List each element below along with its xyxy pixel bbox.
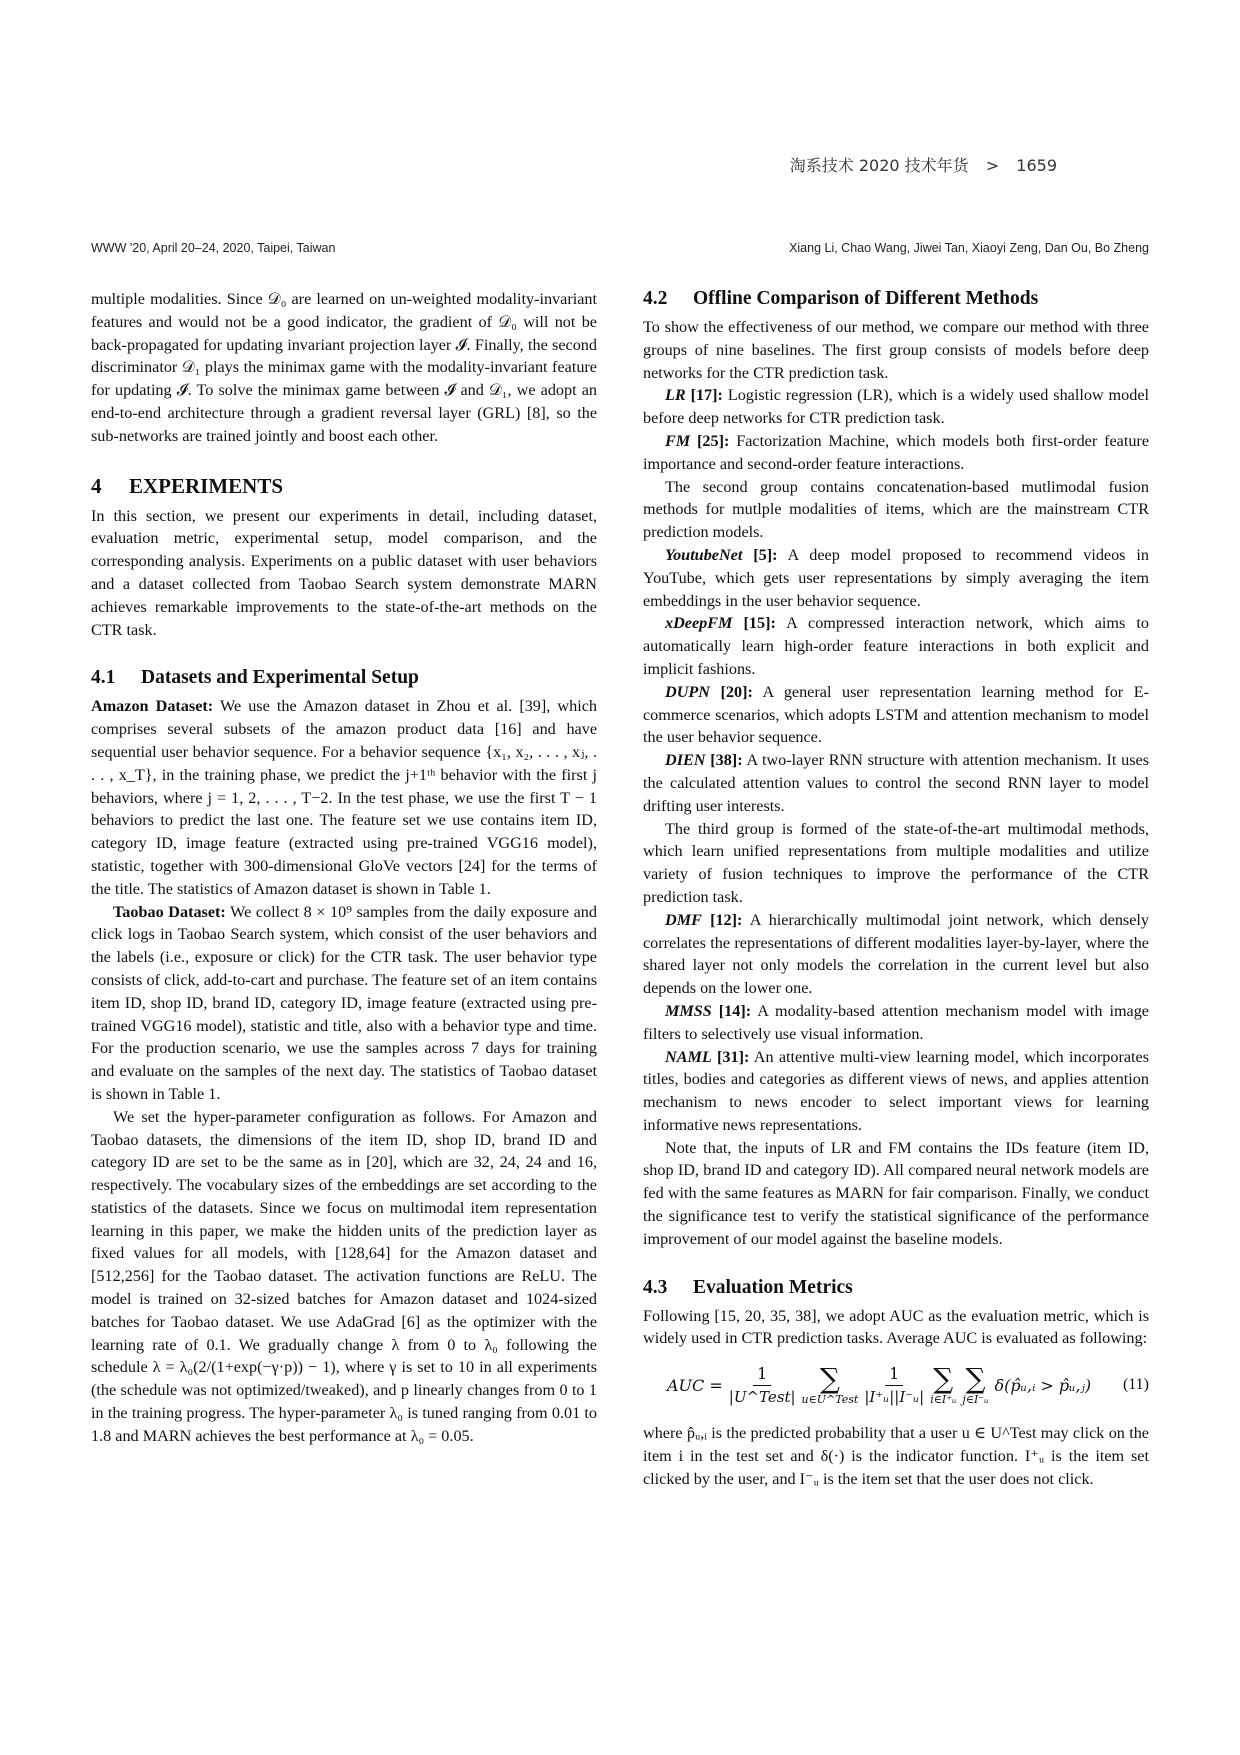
taobao-paragraph: [91, 901, 597, 1106]
baseline-xdeepfm: [643, 612, 1149, 680]
paragraph-lead: Amazon Dataset:: [91, 697, 214, 716]
amazon-paragraph: [91, 695, 597, 900]
baseline-naml: [643, 1046, 1149, 1137]
baseline-name: LR: [665, 386, 686, 405]
baseline-name: DUPN: [665, 682, 710, 701]
baseline-youtubenet: [643, 544, 1149, 612]
baseline-name: NAML: [665, 1047, 712, 1066]
section-4-3-heading: [643, 1277, 1149, 1299]
equation-lhs: AUC =: [667, 1375, 723, 1395]
running-head-authors: Xiang Li, Chao Wang, Jiwei Tan, Xiaoyi Zeng, Dan Ou, Bo Zheng: [789, 241, 1149, 255]
fraction: [729, 1364, 796, 1406]
summation-index: j∈I⁻ᵤ: [962, 1392, 989, 1406]
fraction-numerator: 1: [885, 1364, 903, 1386]
summation: [962, 1361, 989, 1406]
fraction-denominator: |U^Test|: [728, 1388, 796, 1407]
section-number: 4.3: [643, 1276, 668, 1298]
section-4-3-paragraph: Following [15, 20, 35, 38], we adopt AUC as the evaluation metric, which is widely used in CTR prediction tasks. Average AUC is evaluated as following:: [643, 1306, 1149, 1348]
baseline-dmf: [643, 909, 1149, 1000]
baseline-text: A compressed interaction network, which aims to automatically learn high-order feature interactions in both explicit and implicit fashions.: [643, 614, 1149, 678]
fraction: [864, 1364, 924, 1406]
section-number: 4.1: [91, 667, 116, 689]
paragraph-text: We use the Amazon dataset in Zhou et al. [39], which comprises several subsets of the amazon product data [16] and have sequential user behavior sequence. For a behavior sequence {x₁, x₂, . . . , xⱼ, . . . , x_T}, in the training phase, we predict the j+1ᵗʰ behavior with the first j behaviors, where j = 1, 2, . . . , T−2. In the test phase, we use the first T − 1 behaviors to predict the last one. The feature set we use contains item ID, category ID, image feature (extracted using pre-trained VGG16 model), statistic, together with 300-dimensional GloVe vectors [24] for the terms of the title. The statistics of Amazon dataset is shown in Table 1.: [91, 697, 597, 898]
header-separator: >: [985, 156, 1000, 175]
publication-header: [790, 153, 1057, 176]
hyperparameter-paragraph: We set the hyper-parameter configuration as follows. For Amazon and Taobao datasets, the dimensions of the item ID, shop ID, brand ID and category ID are set to be the same as in [20], which are 32, 24, 24 and 16, respectively. The vocabulary sizes of the embeddings are set according to the statistics of the datasets. Since we focus on multimodal item representation learning in this paper, we make the hidden units of the prediction layer as fixed values for all models, with [128,64] for the Amazon dataset and [512,256] for the Taobao dataset. The activation functions are ReLU. The model is trained on 32-sized batches for Amazon dataset and 1024-sized batches for Taobao dataset. We use AdaGrad [6] as the optimizer with the learning rate of 0.1. We gradually change λ from 0 to λ₀ following the schedule λ = λ₀(2/(1+exp(−γ·p)) − 1), where γ is set to 10 in all experiments (the schedule was not optimized/tweaked), and p linearly changes from 0 to 1 in the training progress. The hyper-parameter λ₀ is tuned ranging from 0.01 to 1.8 and MARN achieves the best performance at λ₀ = 0.05.: [91, 1107, 597, 1445]
section-number: 4: [91, 473, 102, 498]
baseline-ref: [12]:: [701, 910, 743, 929]
where-paragraph: where p̂ᵤ,ᵢ is the predicted probability that a user u ∈ U^Test may click on the item i in the test set and δ(·) is the indicator function. I⁺ᵤ is the item set clicked by the user, and I⁻ᵤ is the item set that the user does not click.: [643, 1424, 1149, 1488]
summation-index: u∈U^Test: [801, 1392, 859, 1406]
right-column: [643, 288, 1149, 1491]
baseline-name: xDeepFM: [665, 614, 733, 633]
section-title: Evaluation Metrics: [693, 1276, 853, 1298]
baseline-text: A hierarchically multimodal joint network, which densely correlates the representations of different modalities layer-by-layer, where the shared layer not only models the correlation in the current level but also depends on the lower one.: [643, 910, 1150, 998]
summation: [801, 1361, 859, 1406]
summation-index: i∈I⁺ᵤ: [930, 1392, 957, 1406]
paragraph-lead: Taobao Dataset:: [113, 902, 226, 921]
baseline-text: An attentive multi-view learning model, which incorporates titles, bodies and categories as different views of news, and applies attention mechanism to news encoder to select important views for learning informative news representations.: [643, 1047, 1150, 1134]
baseline-ref: [25]:: [690, 431, 730, 450]
baseline-name: MMSS: [665, 1001, 712, 1020]
publication-title: 淘系技术 2020 技术年货: [789, 156, 969, 175]
baseline-mmss: [643, 1000, 1149, 1046]
baseline-text: A general user representation learning method for E-commerce scenarios, which adopts LSTM and attention mechanism to model the user behavior sequence.: [643, 682, 1149, 747]
running-head-venue: WWW '20, April 20–24, 2020, Taipei, Taiwan: [91, 241, 336, 255]
section-title: Offline Comparison of Different Methods: [693, 288, 1039, 309]
page-number: 1659: [1016, 156, 1057, 175]
section-number: 4.2: [643, 288, 668, 309]
intro-paragraph: multiple modalities. Since 𝒟₀ are learned on un-weighted modality-invariant features and would not be a good indicator, the gradient of 𝒟₀ will not be back-propagated for updating invariant projection layer 𝓘. Finally, the second discriminator 𝒟₁ plays the minimax game with the modality-invariant feature for updating 𝓘. To solve the minimax game between 𝓘 and 𝒟₁, we adopt an end-to-end architecture through a gradient reversal layer (GRL) [8], so the sub-networks are trained jointly and boost each other.: [91, 290, 597, 445]
baseline-dupn: [643, 681, 1149, 749]
baseline-ref: [38]:: [705, 751, 743, 770]
baseline-ref: [17]:: [685, 386, 723, 405]
baseline-dien: [643, 749, 1149, 817]
left-column: [91, 288, 597, 1448]
group-3-paragraph: The third group is formed of the state-of-the-art multimodal methods, which learn unified representations from multiple modalities and utilize variety of fusion techniques to improve the performance of the CTR prediction task.: [643, 819, 1149, 906]
sigma-icon: ∑: [933, 1361, 954, 1395]
summation: [930, 1361, 957, 1406]
sigma-icon: ∑: [965, 1361, 986, 1395]
baseline-ref: [20]:: [709, 682, 753, 701]
section-4-1-heading: [91, 667, 597, 689]
baseline-text: Factorization Machine, which models both first-order feature importance and second-order feature interactions.: [643, 431, 1149, 473]
baseline-lr: [643, 384, 1149, 430]
baseline-name: DMF: [665, 910, 702, 929]
baseline-text: A deep model proposed to recommend videos in YouTube, which gets user representations by simply averaging the item embeddings in the user behavior sequence.: [643, 545, 1149, 610]
baseline-text: A two-layer RNN structure with attention mechanism. It uses the calculated attention values to control the second RNN layer to model drifting user interests.: [643, 751, 1149, 815]
baseline-name: DIEN: [665, 751, 706, 770]
baseline-name: FM: [665, 431, 691, 450]
section-4-2-heading: [643, 288, 1149, 310]
baseline-ref: [5]:: [742, 545, 778, 564]
section-title: Datasets and Experimental Setup: [141, 667, 419, 689]
section-title: EXPERIMENTS: [129, 473, 284, 498]
equation-number: (11): [1122, 1376, 1149, 1394]
baseline-text: A modality-based attention mechanism model with image filters to selectively use visual information.: [643, 1001, 1149, 1043]
baseline-ref: [15]:: [732, 614, 776, 633]
note-paragraph: Note that, the inputs of LR and FM contains the IDs feature (item ID, shop ID, brand ID and category ID). All compared neural network models are fed with the same features as MARN for fair comparison. Finally, we conduct the significance test to verify the statistical significance of the performance improvement of our model against the baseline models.: [643, 1138, 1149, 1248]
group-2-paragraph: The second group contains concatenation-based mutlimodal fusion methods for mutlple modalities of items, which are the mainstream CTR prediction models.: [643, 477, 1149, 542]
equation-term: δ(p̂ᵤ,ᵢ > p̂ᵤ,ⱼ): [994, 1375, 1092, 1395]
section-4-paragraph: In this section, we present our experiments in detail, including dataset, evaluation metric, experimental setup, model comparison, and the corresponding analysis. Experiments on a public dataset with user behaviors and a dataset collected from Taobao Search system demonstrate MARN achieves remarkable improvements to the state-of-the-art methods on the CTR task.: [91, 506, 597, 639]
sigma-icon: ∑: [819, 1361, 840, 1395]
baseline-ref: [14]:: [711, 1001, 752, 1020]
baseline-fm: [643, 430, 1149, 476]
auc-equation: [643, 1361, 1149, 1407]
section-4-heading: [91, 474, 597, 499]
fraction-denominator: |I⁺ᵤ||I⁻ᵤ|: [864, 1388, 925, 1407]
fraction-numerator: 1: [753, 1364, 771, 1386]
baseline-text: Logistic regression (LR), which is a widely used shallow model before deep networks for CTR prediction task.: [643, 386, 1149, 428]
paragraph-text: We collect 8 × 10⁹ samples from the daily exposure and click logs in Taobao Search system, which consist of the user behaviors and the labels (i.e., exposure or click) for the CTR task. The user behavior type consists of click, add-to-cart and purchase. The feature set of an item contains item ID, shop ID, brand ID, category ID, image feature (extracted using pre-trained VGG16 model), statistic and title, also with a behavior type and time. For the production scenario, we use the samples across 7 days for training and evaluate on the samples of the next day. The statistics of Taobao dataset is shown in Table 1.: [91, 902, 597, 1103]
section-4-2-paragraph: To show the effectiveness of our method, we compare our method with three groups of nine baselines. The first group consists of models before deep networks for the CTR prediction task.: [643, 318, 1149, 382]
baseline-name: YoutubeNet: [665, 545, 743, 564]
baseline-ref: [31]:: [711, 1047, 750, 1066]
